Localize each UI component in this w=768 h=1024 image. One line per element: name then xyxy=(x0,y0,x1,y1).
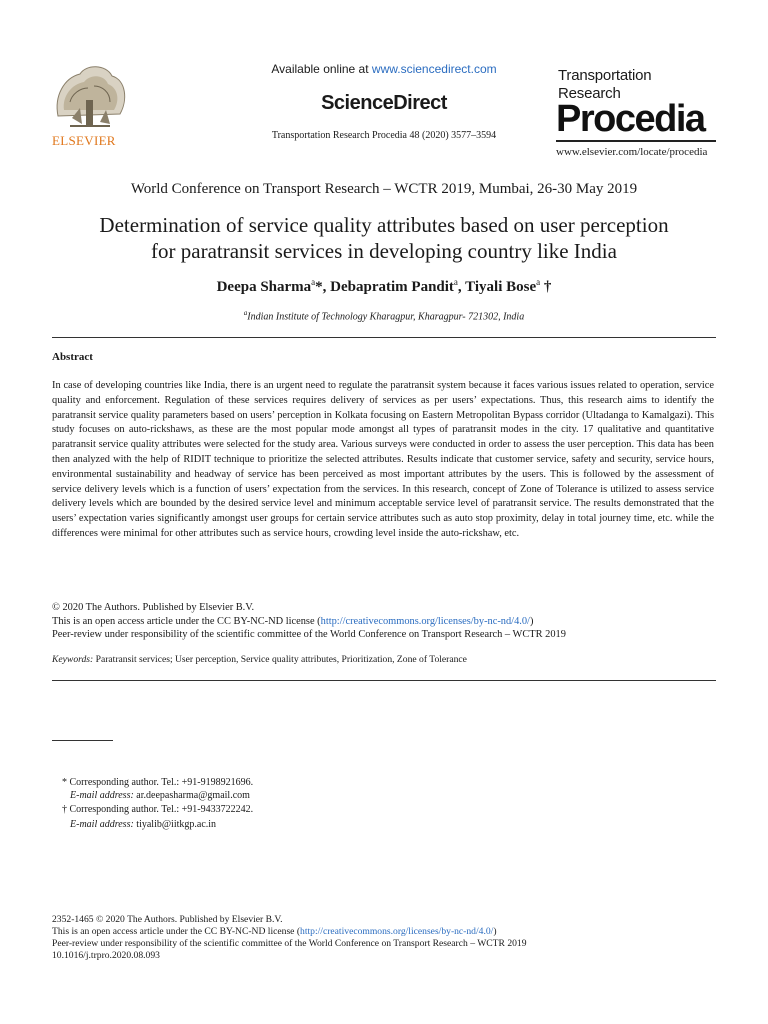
peer-review-line: Peer-review under responsibility of the scientific committee of the World Conference on Transport Research – WCTR 2019 xyxy=(52,629,566,641)
author-name: Deepa Sharma xyxy=(216,279,312,295)
available-online-label: Available online at xyxy=(271,62,372,76)
author-affiliation-mark: a xyxy=(453,277,458,287)
journal-logo-line2: Research xyxy=(558,85,621,102)
journal-logo-line1: Transportation xyxy=(558,67,652,84)
footnote-email-1 xyxy=(70,789,250,802)
copyright-block xyxy=(52,601,722,642)
email-label: E-mail address: xyxy=(70,790,134,801)
sciencedirect-link[interactable]: www.sciencedirect.com xyxy=(371,62,497,76)
journal-logo-rule xyxy=(556,140,716,142)
affiliation-text: Indian Institute of Technology Kharagpur, Kharagpur- 721302, India xyxy=(247,311,525,323)
author-name: Debapratim Pandit xyxy=(330,279,454,295)
title-line-1: Determination of service quality attributes based on user perception xyxy=(99,213,669,237)
footnote-corresponding-1: * Corresponding author. Tel.: +91-9198921696. xyxy=(62,777,254,788)
bottom-license-suffix: ) xyxy=(493,925,497,937)
bottom-license-line xyxy=(52,926,722,938)
author-name: Tiyali Bose xyxy=(465,279,537,295)
journal-logo-line3: Procedia xyxy=(556,98,705,140)
paper-title xyxy=(40,212,728,264)
journal-reference: Transportation Research Procedia 48 (2020) 3577–3594 xyxy=(271,130,497,141)
author-affiliation-mark: a xyxy=(536,277,541,287)
bottom-license-link[interactable]: http://creativecommons.org/licenses/by-nc-nd/4.0/ xyxy=(300,925,494,937)
author-affiliation-mark: a xyxy=(311,277,316,287)
email-value[interactable]: tiyalib@iitkgp.ac.in xyxy=(133,819,217,830)
issn-line: 2352-1465 © 2020 The Authors. Published by Elsevier B.V. xyxy=(52,914,283,925)
bottom-peer-review-line: Peer-review under responsibility of the scientific committee of the World Conference on Transport Research – WCTR 2019 xyxy=(52,937,527,949)
license-suffix: ) xyxy=(529,615,534,627)
abstract-heading: Abstract xyxy=(52,351,93,363)
sciencedirect-logo: ScienceDirect xyxy=(321,92,447,114)
conference-line: World Conference on Transport Research – WCTR 2019, Mumbai, 26-30 May 2019 xyxy=(130,181,638,197)
keywords-list: Paratransit services; User perception, Service quality attributes, Prioritization, Zone of Tolerance xyxy=(93,654,467,665)
affiliation xyxy=(0,309,768,322)
elsevier-wordmark: ELSEVIER xyxy=(52,133,116,148)
footnote-corresponding-2: † Corresponding author. Tel.: +91-9433722242. xyxy=(62,804,254,815)
doi-line[interactable]: 10.1016/j.trpro.2020.08.093 xyxy=(52,949,160,961)
license-link[interactable]: http://creativecommons.org/licenses/by-nc-nd/4.0/ xyxy=(320,615,530,627)
footnote-rule xyxy=(52,740,113,741)
abstract-top-rule xyxy=(52,337,716,338)
bottom-license-prefix: This is an open access article under the CC BY-NC-ND license ( xyxy=(52,925,301,937)
abstract-bottom-rule xyxy=(52,680,716,681)
author-separator: *, xyxy=(315,279,331,295)
copyright-line: © 2020 The Authors. Published by Elsevier B.V. xyxy=(52,602,255,613)
author-separator: † xyxy=(540,279,552,295)
affiliation-mark: a xyxy=(243,309,248,317)
keywords-line xyxy=(52,654,722,665)
journal-url-link[interactable]: www.elsevier.com/locate/procedia xyxy=(556,146,708,158)
license-prefix: This is an open access article under the CC BY-NC-ND license ( xyxy=(52,615,321,627)
email-value[interactable]: ar.deepasharma@gmail.com xyxy=(133,790,250,801)
email-label: E-mail address: xyxy=(70,819,134,830)
author-list xyxy=(0,277,768,296)
author-separator: , xyxy=(457,279,466,295)
footnote-email-2 xyxy=(70,818,216,831)
title-line-2: for paratransit services in developing country like India xyxy=(151,239,617,263)
bottom-matter xyxy=(52,914,722,962)
license-line xyxy=(52,615,722,629)
keywords-label: Keywords: xyxy=(52,654,94,665)
abstract-text: In case of developing countries like India, there is an urgent need to regulate the paratransit system because it faces various issues related to operation, service quality and enforcement. Regulation of these services requires delivery of services as per users’ expectations. Thus, this research aims to identify the paratransit service quality parameters based on users’ perception in Kolkata focusing on Eastern Metropolitan Bypass corridor (Ultadanga to Kamalgazi). This study focuses on auto-rickshaws, as these are the most popular mode amongst all types of paratransit modes in the city. 17 qualitative and quantitative paratransit service quality attributes were selected for the study area. Various surveys were conducted in order to assess the user perception. This data has been then analyzed with the help of RIDIT technique to prioritize the selected attributes. Results indicate that customer service, safety and security, service hours, environmental sustainability and headway of service has been perceived as most important attributes by the users. This is followed by the assessment of service delivery levels which is a function of users’ expectation from the services. In this research, concept of Zone of Tolerance is utilized to assess service delivery levels which are bounded by the desired service level and minimum acceptable service level of paratransit service. The results demonstrated that the users’ expectation varies significantly amongst user groups for certain service attributes such as auto stop proximity, delay in total journey time, etc. while the differences were minimal for other attributes such as service hours, crowding level inside the auto-rickshaw, etc. xyxy=(52,380,714,539)
available-online xyxy=(0,62,768,76)
